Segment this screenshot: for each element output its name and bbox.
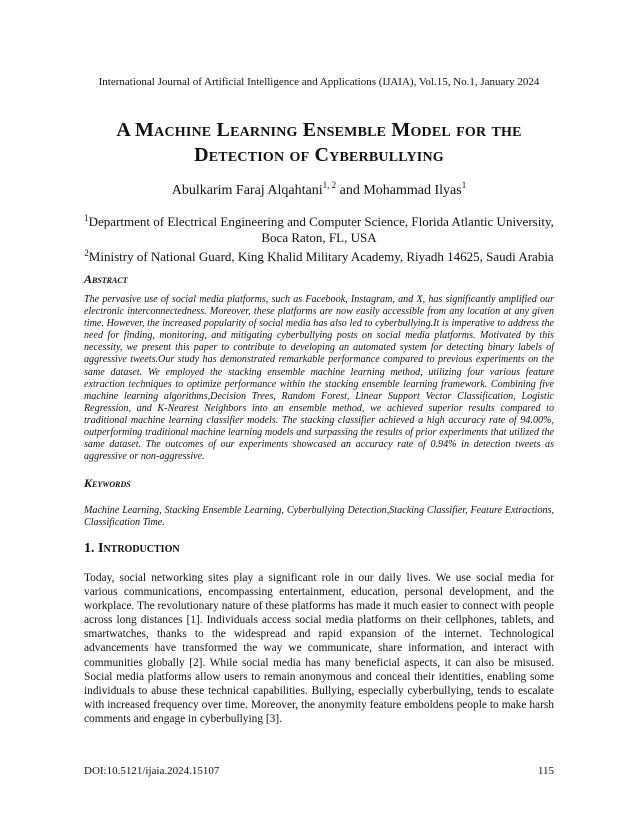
author-affiliation-mark: 1, 2 bbox=[322, 180, 337, 190]
author-name: Mohammad Ilyas bbox=[363, 183, 462, 198]
running-header: International Journal of Artificial Intelligence and Applications (IJAIA), Vol.15, No.1, January 2024 bbox=[98, 76, 540, 88]
introduction-heading: 1. Introduction bbox=[84, 541, 180, 556]
paper-title bbox=[40, 118, 598, 168]
affiliation-mark: 2 bbox=[84, 248, 89, 258]
affiliation-line: Ministry of National Guard, King Khalid Military Academy, Riyadh 14625, Saudi Arabia bbox=[88, 249, 554, 264]
author-affiliation-mark: 1 bbox=[461, 180, 467, 190]
page-number: 115 bbox=[537, 765, 554, 777]
affiliation-mark: 1 bbox=[84, 213, 89, 223]
introduction-body: Today, social networking sites play a significant role in our daily lives. We use social media for various communications, encompassing entertainment, education, personal development, and the workplace. The revolutionary nature of these platforms has made it much easier to connect with people across long distances [1]. Individuals access social media platforms on their cellphones, tablets, and smartwatches, thanks to the widespread and rapid expansion of the internet. Technological advancements have transformed the way we communicate, share information, and interact with communities globally [2]. While social media has many beneficial aspects, it can also be misused. Social media platforms allow users to remain anonymous and conceal their identities, enabling some individuals to abuse these technical capabilities. Bullying, especially cyberbullying, tends to escalate with increased frequency over time. Moreover, the anonymity feature emboldens people to make harsh comments and engage in cyberbullying [3]. bbox=[84, 572, 554, 725]
author-list bbox=[0, 180, 638, 199]
affiliation-line: Department of Electrical Engineering and Computer Science, Florida Atlantic University, bbox=[88, 214, 554, 229]
abstract-heading: Abstract bbox=[84, 272, 128, 286]
affiliation-2 bbox=[40, 245, 598, 265]
title-line-1: A Machine Learning Ensemble Model for the bbox=[116, 119, 522, 141]
author-conjunction: and bbox=[336, 183, 364, 198]
affiliation-1 bbox=[40, 210, 598, 246]
doi-footer: DOI:10.5121/ijaia.2024.15107 bbox=[84, 765, 220, 777]
affiliation-line: Boca Raton, FL, USA bbox=[261, 230, 377, 245]
keywords-body: Machine Learning, Stacking Ensemble Learning, Cyberbullying Detection,Stacking Classifier, Feature Extractions, Classification Time. bbox=[84, 505, 554, 529]
title-line-2: Detection of Cyberbullying bbox=[194, 144, 444, 166]
keywords-heading: Keywords bbox=[84, 476, 131, 490]
author-name: Abulkarim Faraj Alqahtani bbox=[171, 183, 323, 198]
abstract-body: The pervasive use of social media platforms, such as Facebook, Instagram, and X, has significantly amplified our electronic interconnectedness. Moreover, these platforms are now easily accessible from any location at any given time. However, the increased popularity of social media has also led to cyberbullying.It is imperative to address the need for finding, monitoring, and mitigating cyberbullying posts on social media platforms. Motivated by this necessity, we present this paper to contribute to developing an automated system for detecting binary labels of aggressive tweets.Our study has demonstrated remarkable performance compared to previous experiments on the same dataset. We employed the stacking ensemble machine learning method, utilizing four various feature extraction techniques to optimize performance within the stacking ensemble learning framework. Combining five machine learning algorithms,Decision Trees, Random Forest, Linear Support Vector Classification, Logistic Regression, and K-Nearest Neighbors into an ensemble method, we achieved superior results compared to traditional machine learning classifier models. The stacking classifier achieved a high accuracy rate of 94.00%, outperforming traditional machine learning models and surpassing the results of prior experiments that utilized the same dataset. The outcomes of our experiments showcased an accuracy rate of 0.94% in detection tweets as aggressive or non-aggressive. bbox=[84, 294, 554, 463]
